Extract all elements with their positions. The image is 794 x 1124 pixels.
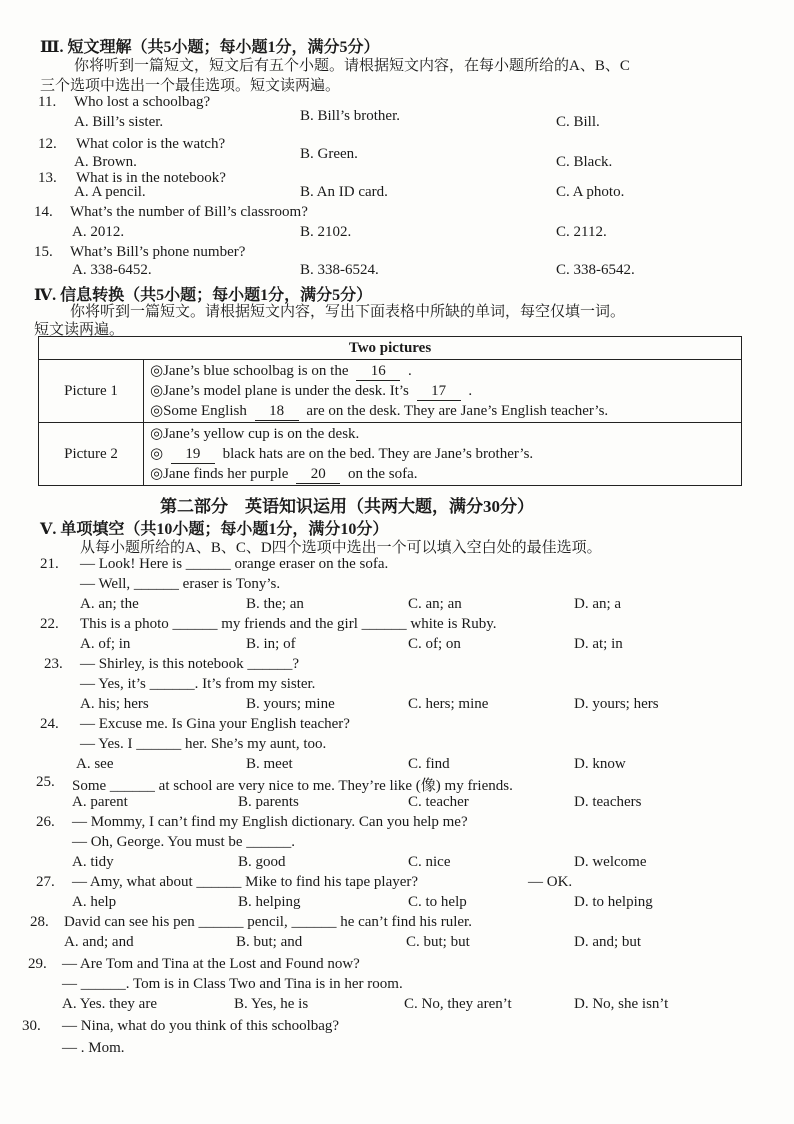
question-number: 29. xyxy=(28,956,47,972)
line-text: are on the desk. They are Jane’s English teacher’s. xyxy=(306,403,609,419)
option-a[interactable]: A. see xyxy=(76,756,114,772)
picture-2-line-3 xyxy=(150,464,735,484)
section4-instruction: 你将听到一篇短文。请根据短文内容，写出下面表格中所缺的单词，每空仅填一词。 xyxy=(70,304,626,320)
question-text: What is in the notebook? xyxy=(76,170,226,186)
line-text: . xyxy=(407,363,412,379)
picture-2-line-2 xyxy=(150,444,735,464)
section5-heading: Ⅴ. 单项填空（共10小题；每小题1分，满分10分） xyxy=(40,521,389,538)
option-c[interactable]: C. of; on xyxy=(408,636,461,652)
question-number: 28. xyxy=(30,914,49,930)
question-number: 23. xyxy=(44,656,63,672)
picture-1-label: Picture 1 xyxy=(39,360,144,423)
line-text: ◎Jane finds her purple xyxy=(150,466,289,482)
options-15 xyxy=(0,262,794,282)
option-d[interactable]: D. know xyxy=(574,756,626,772)
blank-18[interactable]: 18 xyxy=(255,403,299,421)
picture-1-content xyxy=(144,360,742,423)
question-text: — Look! Here is ______ orange eraser on the sofa. xyxy=(80,556,389,572)
question-text: — ______. Tom is in Class Two and Tina is in her room. xyxy=(62,976,403,992)
question-24 xyxy=(0,716,794,736)
question-number: 25. xyxy=(36,774,55,790)
option-c[interactable]: C. teacher xyxy=(408,794,469,810)
picture-2-content xyxy=(144,423,742,486)
option-a[interactable]: A. help xyxy=(72,894,117,910)
question-15 xyxy=(0,244,794,264)
line-text: black hats are on the bed. They are Jane’s brother’s. xyxy=(222,446,534,462)
option-b[interactable]: B. 2102. xyxy=(300,224,352,240)
options-13 xyxy=(0,184,794,204)
option-a[interactable]: A. his; hers xyxy=(80,696,149,712)
question-29-line-2 xyxy=(0,976,794,996)
option-a[interactable]: A. and; and xyxy=(64,934,134,950)
option-a[interactable]: A. A pencil. xyxy=(74,184,146,200)
question-21-line-2 xyxy=(0,576,794,596)
option-c[interactable]: C. find xyxy=(408,756,450,772)
blank-16[interactable]: 16 xyxy=(356,363,400,381)
option-c[interactable]: C. No, they aren’t xyxy=(404,996,512,1012)
question-26-line-2 xyxy=(0,834,794,854)
blank-20[interactable]: 20 xyxy=(296,466,340,484)
option-b[interactable]: B. Bill’s brother. xyxy=(300,108,401,124)
question-text: — OK. xyxy=(528,874,573,890)
option-b[interactable]: B. Green. xyxy=(300,146,358,162)
question-30-line-2 xyxy=(0,1040,794,1060)
option-c[interactable]: C. Black. xyxy=(556,154,613,170)
question-number: 30. xyxy=(22,1018,41,1034)
option-d[interactable]: D. teachers xyxy=(574,794,642,810)
option-a[interactable]: A. 2012. xyxy=(72,224,125,240)
options-11 xyxy=(0,108,794,134)
question-number: 27. xyxy=(36,874,55,890)
question-23-line-2 xyxy=(0,676,794,696)
question-text: — Mommy, I can’t find my English dictionary. Can you help me? xyxy=(72,814,468,830)
question-number: 15. xyxy=(34,244,53,260)
question-text: — Amy, what about ______ Mike to find his tape player? xyxy=(72,874,419,890)
options-22 xyxy=(0,636,794,656)
question-26 xyxy=(0,814,794,834)
question-text: — Nina, what do you think of this schoolbag? xyxy=(62,1018,340,1034)
options-27 xyxy=(0,894,794,914)
option-a[interactable]: A. 338-6452. xyxy=(72,262,152,278)
option-c[interactable]: C. nice xyxy=(408,854,451,870)
question-text: — Shirley, is this notebook ______? xyxy=(80,656,300,672)
section4-instruction-cont: 短文读两遍。 xyxy=(34,322,125,338)
question-number: 26. xyxy=(36,814,55,830)
option-d[interactable]: D. to helping xyxy=(574,894,653,910)
question-text: David can see his pen ______ pencil, ______ he can’t find his ruler. xyxy=(64,914,472,930)
option-d[interactable]: D. No, she isn’t xyxy=(574,996,669,1012)
question-text: — Yes, it’s ______. It’s from my sister. xyxy=(80,676,316,692)
picture-2-line-1: ◎Jane’s yellow cup is on the desk. xyxy=(150,426,360,442)
options-21 xyxy=(0,596,794,616)
question-text: What’s Bill’s phone number? xyxy=(70,244,246,260)
question-text: What’s the number of Bill’s classroom? xyxy=(70,204,308,220)
picture-2-label: Picture 2 xyxy=(39,423,144,486)
question-number: 11. xyxy=(38,94,57,110)
question-number: 24. xyxy=(40,716,59,732)
option-c[interactable]: C. an; an xyxy=(408,596,462,612)
option-d[interactable]: D. welcome xyxy=(574,854,647,870)
option-c[interactable]: C. 2112. xyxy=(556,224,607,240)
option-b[interactable]: B. the; an xyxy=(246,596,304,612)
line-text: ◎Jane’s blue schoolbag is on the xyxy=(150,363,349,379)
question-number: 22. xyxy=(40,616,59,632)
line-text: ◎Some English xyxy=(150,403,247,419)
option-a[interactable]: A. Brown. xyxy=(74,154,137,170)
question-12 xyxy=(0,136,794,156)
option-b[interactable]: B. in; of xyxy=(246,636,296,652)
option-b[interactable]: B. but; and xyxy=(236,934,303,950)
line-text: . xyxy=(468,383,473,399)
option-b[interactable]: B. parents xyxy=(238,794,299,810)
option-d[interactable]: D. at; in xyxy=(574,636,623,652)
picture-1-line-3 xyxy=(150,401,735,421)
question-21 xyxy=(0,556,794,576)
option-d[interactable]: D. and; but xyxy=(574,934,642,950)
question-text: This is a photo ______ my friends and the girl ______ white is Ruby. xyxy=(80,616,497,632)
options-29 xyxy=(0,996,794,1016)
option-b[interactable]: B. meet xyxy=(246,756,293,772)
question-text: Who lost a schoolbag? xyxy=(74,94,211,110)
section5-instruction: 从每小题所给的A、B、C、D四个选项中选出一个可以填入空白处的最佳选项。 xyxy=(80,540,602,556)
question-30 xyxy=(0,1018,794,1038)
option-c[interactable]: C. 338-6542. xyxy=(556,262,635,278)
option-c[interactable]: C. to help xyxy=(408,894,467,910)
question-text: — . Mom. xyxy=(62,1040,125,1056)
option-b[interactable]: B. An ID card. xyxy=(300,184,388,200)
question-25 xyxy=(0,774,794,794)
option-a[interactable]: A. parent xyxy=(72,794,128,810)
option-b[interactable]: B. helping xyxy=(238,894,301,910)
option-b[interactable]: B. yours; mine xyxy=(246,696,335,712)
option-c[interactable]: C. hers; mine xyxy=(408,696,489,712)
question-27 xyxy=(0,874,794,894)
info-table xyxy=(38,336,742,486)
option-b[interactable]: B. Yes, he is xyxy=(234,996,309,1012)
option-d[interactable]: D. yours; hers xyxy=(574,696,659,712)
blank-17[interactable]: 17 xyxy=(417,383,461,401)
option-a[interactable]: A. tidy xyxy=(72,854,114,870)
question-number: 14. xyxy=(34,204,53,220)
question-text: — Excuse me. Is Gina your English teacher? xyxy=(80,716,350,732)
question-14 xyxy=(0,204,794,224)
options-28 xyxy=(0,934,794,954)
question-29 xyxy=(0,956,794,976)
question-number: 21. xyxy=(40,556,59,572)
question-23 xyxy=(0,656,794,676)
options-23 xyxy=(0,696,794,716)
options-26 xyxy=(0,854,794,874)
picture-1-line-2 xyxy=(150,381,735,401)
option-c[interactable]: C. A photo. xyxy=(556,184,625,200)
option-b[interactable]: B. good xyxy=(238,854,286,870)
question-number: 12. xyxy=(38,136,57,152)
question-text: What color is the watch? xyxy=(76,136,226,152)
question-number: 13. xyxy=(38,170,57,186)
question-28 xyxy=(0,914,794,934)
question-22 xyxy=(0,616,794,636)
question-text: — Yes. I ______ her. She’s my aunt, too. xyxy=(80,736,327,752)
part2-heading: 第二部分 英语知识运用（共两大题，满分30分） xyxy=(160,497,534,516)
line-text: on the sofa. xyxy=(347,466,418,482)
blank-19[interactable]: 19 xyxy=(171,446,215,464)
question-text: Some ______ at school are very nice to me. They’re like (像) my friends. xyxy=(72,778,513,794)
options-24 xyxy=(0,756,794,776)
line-text: ◎Jane’s model plane is under the desk. It’s xyxy=(150,383,409,399)
option-a[interactable]: A. Bill’s sister. xyxy=(74,114,164,130)
question-text: — Oh, George. You must be ______. xyxy=(72,834,296,850)
options-14 xyxy=(0,224,794,244)
table-title: Two pictures xyxy=(39,337,742,360)
question-24-line-2 xyxy=(0,736,794,756)
question-text: — Are Tom and Tina at the Lost and Found now? xyxy=(62,956,360,972)
options-25 xyxy=(0,794,794,814)
section4-heading: Ⅳ. 信息转换（共5小题；每小题1分，满分5分） xyxy=(34,287,373,304)
section3-instruction-cont: 三个选项中选出一个最佳选项。短文读两遍。 xyxy=(40,78,341,94)
option-c[interactable]: C. Bill. xyxy=(556,114,600,130)
section3-heading: Ⅲ. 短文理解（共5小题；每小题1分，满分5分） xyxy=(40,39,380,56)
section3-instruction: 你将听到一篇短文，短文后有五个小题。请根据短文内容，在每小题所给的A、B、C xyxy=(74,58,630,74)
line-text: ◎ xyxy=(150,446,164,462)
question-text: — Well, ______ eraser is Tony’s. xyxy=(80,576,281,592)
option-d[interactable]: D. an; a xyxy=(574,596,622,612)
option-a[interactable]: A. an; the xyxy=(80,596,139,612)
option-a[interactable]: A. of; in xyxy=(80,636,131,652)
option-c[interactable]: C. but; but xyxy=(406,934,470,950)
picture-1-line-1 xyxy=(150,361,735,381)
option-a[interactable]: A. Yes. they are xyxy=(62,996,157,1012)
option-b[interactable]: B. 338-6524. xyxy=(300,262,379,278)
